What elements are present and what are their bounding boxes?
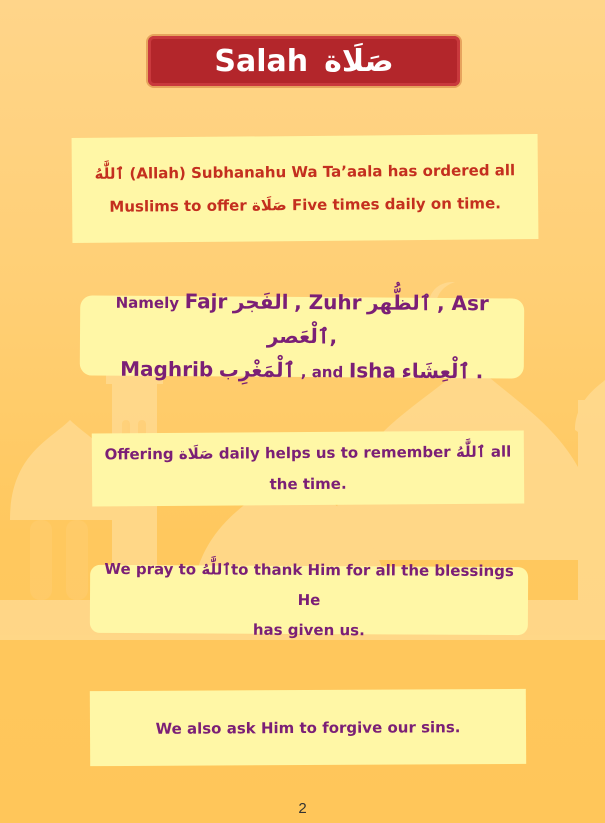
maghrib-arabic: ٱلْمَغْرِب (218, 357, 296, 382)
maghrib-label: Maghrib (120, 356, 214, 382)
isha-label: Isha (348, 358, 397, 383)
period: . (475, 359, 484, 384)
salah-arabic: صَلَاة (251, 195, 287, 214)
forgive-box (90, 689, 526, 766)
title-banner (148, 36, 460, 86)
intro-line1-text: (Allah) Subhanahu Wa Ta’aala has ordered all (129, 160, 516, 183)
pray-post: to thank Him for all the blessings He (230, 560, 514, 610)
allah-arabic: ٱللَّٰهُ (455, 442, 486, 461)
offering-post: all (490, 442, 512, 461)
allah-arabic: ٱللَّٰهُ (201, 560, 232, 579)
prayer-names-box (80, 289, 525, 384)
offering-mid: daily helps us to remember (218, 442, 451, 463)
namely-label: Namely (115, 293, 180, 313)
remember-box (92, 430, 524, 506)
asr-label: , Asr (436, 290, 489, 316)
page-number: 2 (298, 800, 307, 817)
intro-line2-pre: Muslims to offer (109, 196, 247, 216)
offering-line2: the time. (269, 474, 347, 493)
page-title-arabic: صَلَاة (324, 43, 394, 79)
intro-box (72, 134, 539, 243)
thanks-box (90, 559, 528, 640)
intro-line2-post: Five times daily on time. (291, 193, 501, 214)
forgive-text: We also ask Him to forgive our sins. (155, 717, 461, 738)
fajr-arabic: الفَجر (232, 289, 289, 314)
pray-pre: We pray to (104, 559, 197, 579)
fajr-label: Fajr (184, 289, 228, 314)
comma: , (329, 324, 338, 349)
allah-arabic: ٱللَّٰهُ (94, 164, 125, 183)
isha-arabic: ٱلْعِشَاء (401, 358, 471, 384)
salah-arabic: صَلَاة (178, 444, 214, 463)
and-label: , and (300, 362, 344, 382)
asr-arabic: ٱلْعَصر (266, 323, 330, 349)
pray-line2: has given us. (252, 620, 365, 640)
offering-pre: Offering (104, 444, 174, 463)
zuhr-arabic: ٱلظُّهر (367, 290, 432, 315)
page-title: Salah (214, 43, 309, 79)
zuhr-label: , Zuhr (294, 289, 362, 315)
